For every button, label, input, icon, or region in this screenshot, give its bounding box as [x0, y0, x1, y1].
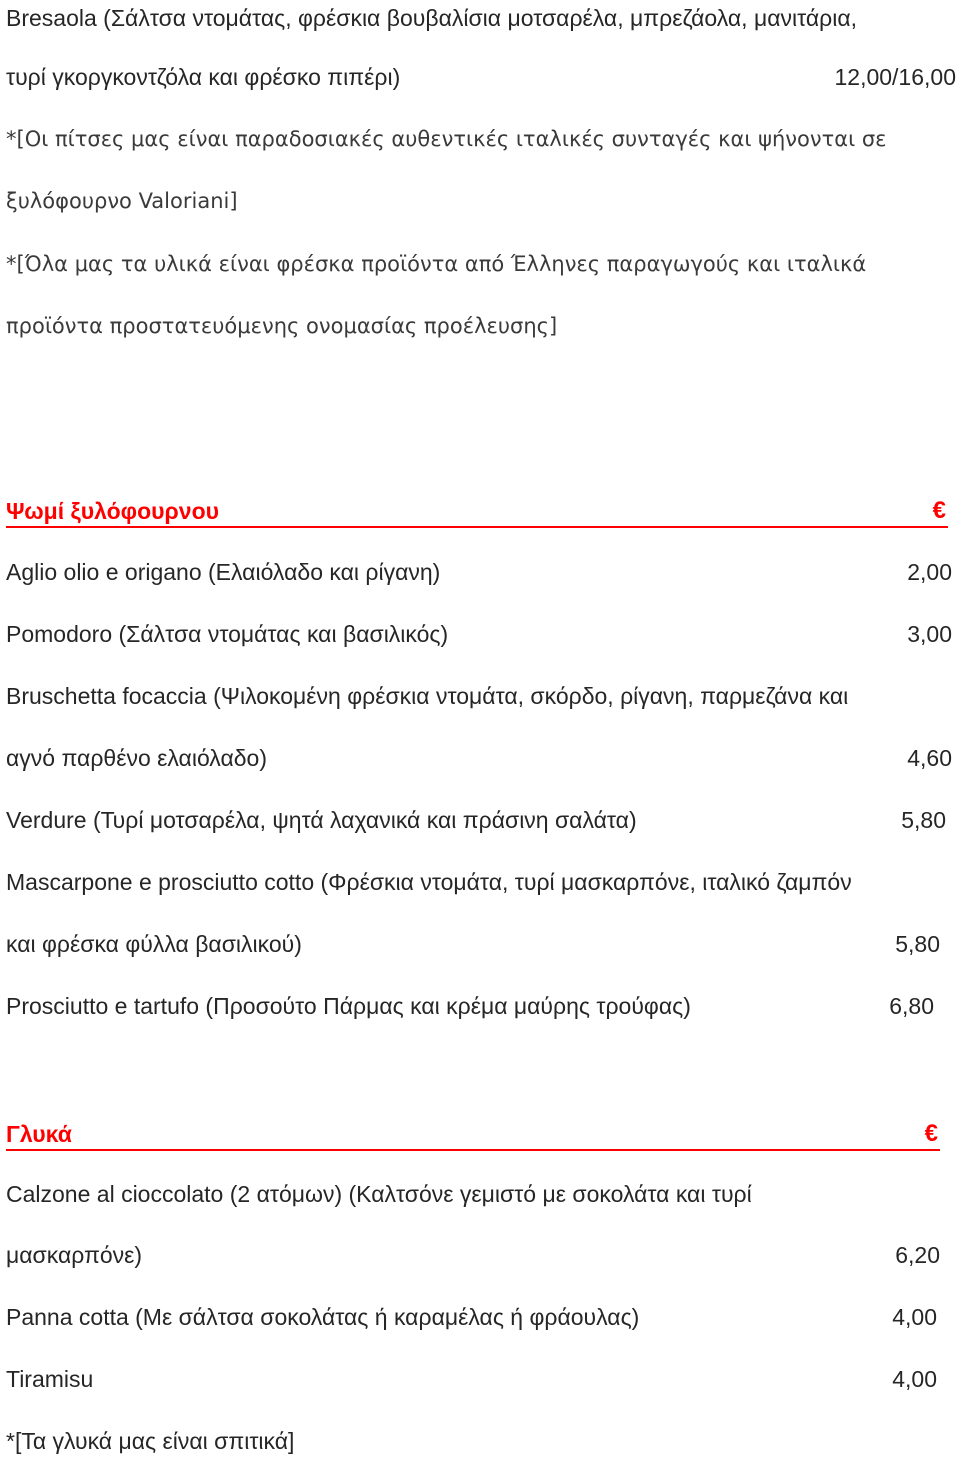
menu-item-name: μασκαρπόνε): [6, 1242, 143, 1268]
menu-item: [6, 924, 940, 964]
desserts-heading-title: Γλυκά: [6, 1121, 72, 1147]
menu-item-name: Tiramisu: [6, 1366, 94, 1392]
menu-item: [6, 862, 956, 902]
menu-item: [6, 1297, 937, 1337]
menu-item-name: Calzone al cioccolato (2 ατόμων) (Καλτσόνε γεμιστό με σοκολάτα και τυρί: [6, 1181, 752, 1207]
desserts-note: [6, 1421, 956, 1461]
menu-item: [6, 800, 946, 840]
euro-icon: €: [932, 497, 946, 524]
ingredients-note-text: προϊόντα προστατευόμενης ονομασίας προέλευσης]: [6, 314, 558, 338]
menu-item: [6, 1235, 940, 1275]
pizza-note-text: *[Οι πίτσες μας είναι παραδοσιακές αυθεντικές ιταλικές συνταγές και ψήνονται σε: [6, 127, 887, 151]
menu-item-name: και φρέσκα φύλλα βασιλικού): [6, 931, 302, 957]
menu-item-name: Mascarpone e prosciutto cotto (Φρέσκια ντομάτα, τυρί μασκαρπόνε, ιταλικό ζαμπόν: [6, 869, 852, 895]
pizza-note-line: [6, 181, 956, 221]
pizza-note-text: ξυλόφουρνο Valoriani]: [6, 189, 238, 213]
pizza-item-line: [6, 0, 956, 38]
menu-item-price: 4,00: [892, 1366, 937, 1392]
menu-item-price: 4,60: [907, 745, 952, 771]
ingredients-note-text: *[Όλα μας τα υλικά είναι φρέσκα προϊόντα από Έλληνες παραγωγούς και ιταλικά: [6, 252, 867, 276]
ingredients-note-line: [6, 306, 956, 346]
menu-item: [6, 614, 952, 654]
menu-item: [6, 986, 934, 1026]
menu-item-price: 6,20: [895, 1242, 940, 1268]
menu-item-name: Bruschetta focaccia (Ψιλοκομένη φρέσκια ντομάτα, σκόρδο, ρίγανη, παρμεζάνα και: [6, 683, 849, 709]
menu-item-price: 2,00: [907, 559, 952, 585]
menu-item-price: 5,80: [901, 807, 946, 833]
menu-item-name: Prosciutto e tartufo (Προσούτο Πάρμας και κρέμα μαύρης τρούφας): [6, 993, 691, 1019]
bread-section-heading: [6, 490, 948, 528]
menu-item-name: αγνό παρθένο ελαιόλαδο): [6, 745, 267, 771]
menu-item-price: 3,00: [907, 621, 952, 647]
menu-item: [6, 552, 952, 592]
menu-item: [6, 1359, 937, 1399]
pizza-item-name-line2: τυρί γκοργκοντζόλα και φρέσκο πιπέρι): [6, 64, 401, 90]
menu-item-name: Panna cotta (Με σάλτσα σοκολάτας ή καραμέλας ή φράουλας): [6, 1304, 640, 1330]
menu-item-price: 4,00: [892, 1304, 937, 1330]
menu-item: [6, 676, 956, 716]
pizza-item-price: 12,00/16,00: [834, 64, 956, 90]
ingredients-note-line: [6, 244, 956, 284]
desserts-section-heading: [6, 1113, 940, 1151]
menu-item-name: Pomodoro (Σάλτσα ντομάτας και βασιλικός): [6, 621, 449, 647]
menu-item-price: 5,80: [895, 931, 940, 957]
bread-heading-title: Ψωμί ξυλόφουρνου: [6, 498, 220, 524]
desserts-note-text: *[Τα γλυκά μας είναι σπιτικά]: [6, 1428, 295, 1454]
pizza-item-name-line1: Bresaola (Σάλτσα ντομάτας, φρέσκια βουβαλίσια μοτσαρέλα, μπρεζάολα, μανιτάρια,: [6, 5, 858, 31]
menu-item-name: Aglio olio e origano (Ελαιόλαδο και ρίγανη): [6, 559, 441, 585]
menu-item: [6, 1174, 956, 1214]
pizza-note-line: [6, 119, 956, 159]
menu-item: [6, 738, 952, 778]
menu-item-name: Verdure (Τυρί μοτσαρέλα, ψητά λαχανικά και πράσινη σαλάτα): [6, 807, 637, 833]
menu-item-price: 6,80: [889, 993, 934, 1019]
pizza-item-line: [6, 57, 956, 97]
euro-icon: €: [924, 1120, 938, 1147]
